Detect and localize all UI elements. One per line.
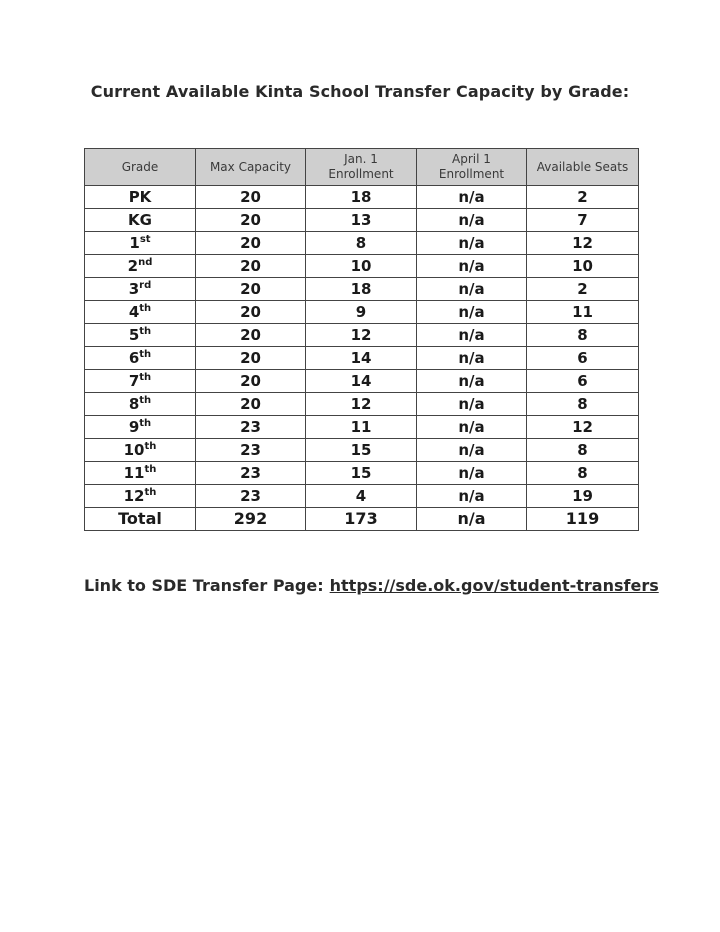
table-row xyxy=(85,416,639,439)
total-april-enrollment-cell: n/a xyxy=(417,508,527,531)
april-enrollment-cell: n/a xyxy=(417,232,527,255)
grade-cell xyxy=(85,462,196,485)
header-jan-enrollment-text: Jan. 1 Enrollment xyxy=(328,152,394,181)
header-max-capacity: Max Capacity xyxy=(196,149,306,186)
grade-label: 7 xyxy=(128,372,140,390)
grade-cell xyxy=(85,255,196,278)
grade-suffix: rd xyxy=(139,280,152,291)
total-label-cell: Total xyxy=(85,508,196,531)
table-body xyxy=(85,186,639,531)
grade-suffix: nd xyxy=(138,257,153,268)
available-seats-cell: 10 xyxy=(527,255,639,278)
grade-suffix: th xyxy=(139,395,152,406)
grade-cell xyxy=(85,416,196,439)
max-capacity-cell: 20 xyxy=(196,301,306,324)
jan-enrollment-cell: 14 xyxy=(306,370,417,393)
grade-suffix: th xyxy=(139,326,152,337)
available-seats-cell: 6 xyxy=(527,370,639,393)
max-capacity-cell: 20 xyxy=(196,324,306,347)
max-capacity-cell: 20 xyxy=(196,393,306,416)
april-enrollment-cell: n/a xyxy=(417,347,527,370)
available-seats-cell: 12 xyxy=(527,232,639,255)
jan-enrollment-cell: 18 xyxy=(306,278,417,301)
jan-enrollment-cell: 15 xyxy=(306,462,417,485)
table-row xyxy=(85,370,639,393)
april-enrollment-cell: n/a xyxy=(417,416,527,439)
total-available-seats-cell: 119 xyxy=(527,508,639,531)
grade-label: 1 xyxy=(129,234,140,252)
grade-cell xyxy=(85,393,196,416)
grade-label: 9 xyxy=(128,418,140,436)
april-enrollment-cell: n/a xyxy=(417,301,527,324)
grade-cell xyxy=(85,370,196,393)
jan-enrollment-cell: 15 xyxy=(306,439,417,462)
table-row xyxy=(85,278,639,301)
capacity-table xyxy=(84,148,639,531)
grade-label: PK xyxy=(128,188,152,206)
table-row xyxy=(85,232,639,255)
grade-cell xyxy=(85,278,196,301)
header-jan-enrollment xyxy=(306,149,417,186)
max-capacity-cell: 20 xyxy=(196,209,306,232)
max-capacity-cell: 20 xyxy=(196,232,306,255)
available-seats-cell: 8 xyxy=(527,393,639,416)
table-row xyxy=(85,255,639,278)
april-enrollment-cell: n/a xyxy=(417,255,527,278)
table-row xyxy=(85,393,639,416)
grade-cell xyxy=(85,186,196,209)
header-grade: Grade xyxy=(85,149,196,186)
april-enrollment-cell: n/a xyxy=(417,186,527,209)
table-row xyxy=(85,462,639,485)
grade-cell xyxy=(85,232,196,255)
grade-cell xyxy=(85,209,196,232)
page-title: Current Available Kinta School Transfer Capacity by Grade: xyxy=(90,82,630,101)
grade-cell xyxy=(85,347,196,370)
april-enrollment-cell: n/a xyxy=(417,370,527,393)
grade-cell xyxy=(85,301,196,324)
jan-enrollment-cell: 11 xyxy=(306,416,417,439)
jan-enrollment-cell: 13 xyxy=(306,209,417,232)
grade-label: 3 xyxy=(128,280,140,298)
april-enrollment-cell: n/a xyxy=(417,209,527,232)
grade-label: 10 xyxy=(123,441,145,459)
max-capacity-cell: 20 xyxy=(196,278,306,301)
sde-link-label: Link to SDE Transfer Page: xyxy=(84,576,324,595)
jan-enrollment-cell: 8 xyxy=(306,232,417,255)
available-seats-cell: 8 xyxy=(527,462,639,485)
max-capacity-cell: 20 xyxy=(196,370,306,393)
table-header-row xyxy=(85,149,639,186)
jan-enrollment-cell: 4 xyxy=(306,485,417,508)
jan-enrollment-cell: 18 xyxy=(306,186,417,209)
grade-cell xyxy=(85,324,196,347)
sde-transfer-link[interactable]: https://sde.ok.gov/student-transfers xyxy=(329,576,659,595)
table-row xyxy=(85,186,639,209)
grade-suffix: th xyxy=(144,464,157,475)
grade-suffix: th xyxy=(139,372,152,383)
header-available-seats: Available Seats xyxy=(527,149,639,186)
available-seats-cell: 2 xyxy=(527,186,639,209)
available-seats-cell: 12 xyxy=(527,416,639,439)
available-seats-cell: 7 xyxy=(527,209,639,232)
grade-suffix: th xyxy=(144,441,157,452)
header-april-enrollment xyxy=(417,149,527,186)
grade-suffix: th xyxy=(139,303,152,314)
total-jan-enrollment-cell: 173 xyxy=(306,508,417,531)
grade-label: 12 xyxy=(123,487,145,505)
jan-enrollment-cell: 9 xyxy=(306,301,417,324)
available-seats-cell: 8 xyxy=(527,439,639,462)
total-row xyxy=(85,508,639,531)
max-capacity-cell: 20 xyxy=(196,186,306,209)
max-capacity-cell: 23 xyxy=(196,485,306,508)
available-seats-cell: 19 xyxy=(527,485,639,508)
max-capacity-cell: 20 xyxy=(196,255,306,278)
april-enrollment-cell: n/a xyxy=(417,278,527,301)
available-seats-cell: 8 xyxy=(527,324,639,347)
april-enrollment-cell: n/a xyxy=(417,393,527,416)
table-row xyxy=(85,209,639,232)
april-enrollment-cell: n/a xyxy=(417,485,527,508)
grade-label: 8 xyxy=(128,395,140,413)
available-seats-cell: 6 xyxy=(527,347,639,370)
available-seats-cell: 11 xyxy=(527,301,639,324)
total-max-capacity-cell: 292 xyxy=(196,508,306,531)
grade-label: 5 xyxy=(128,326,140,344)
april-enrollment-cell: n/a xyxy=(417,439,527,462)
grade-label: 6 xyxy=(128,349,140,367)
grade-suffix: th xyxy=(139,418,152,429)
grade-suffix: th xyxy=(144,487,157,498)
grade-suffix: st xyxy=(139,234,151,245)
jan-enrollment-cell: 12 xyxy=(306,393,417,416)
grade-label: 4 xyxy=(128,303,140,321)
max-capacity-cell: 23 xyxy=(196,439,306,462)
jan-enrollment-cell: 14 xyxy=(306,347,417,370)
max-capacity-cell: 23 xyxy=(196,462,306,485)
sde-link-line xyxy=(84,576,659,595)
header-april-enrollment-text: April 1 Enrollment xyxy=(438,152,505,181)
jan-enrollment-cell: 12 xyxy=(306,324,417,347)
grade-label: KG xyxy=(128,211,152,229)
grade-label: 2 xyxy=(127,257,139,275)
grade-label: 11 xyxy=(123,464,145,482)
jan-enrollment-cell: 10 xyxy=(306,255,417,278)
table-row xyxy=(85,485,639,508)
table-row xyxy=(85,347,639,370)
april-enrollment-cell: n/a xyxy=(417,462,527,485)
grade-cell xyxy=(85,485,196,508)
grade-cell xyxy=(85,439,196,462)
max-capacity-cell: 20 xyxy=(196,347,306,370)
table-row xyxy=(85,439,639,462)
available-seats-cell: 2 xyxy=(527,278,639,301)
grade-suffix: th xyxy=(139,349,152,360)
max-capacity-cell: 23 xyxy=(196,416,306,439)
april-enrollment-cell: n/a xyxy=(417,324,527,347)
table-row xyxy=(85,324,639,347)
table-row xyxy=(85,301,639,324)
